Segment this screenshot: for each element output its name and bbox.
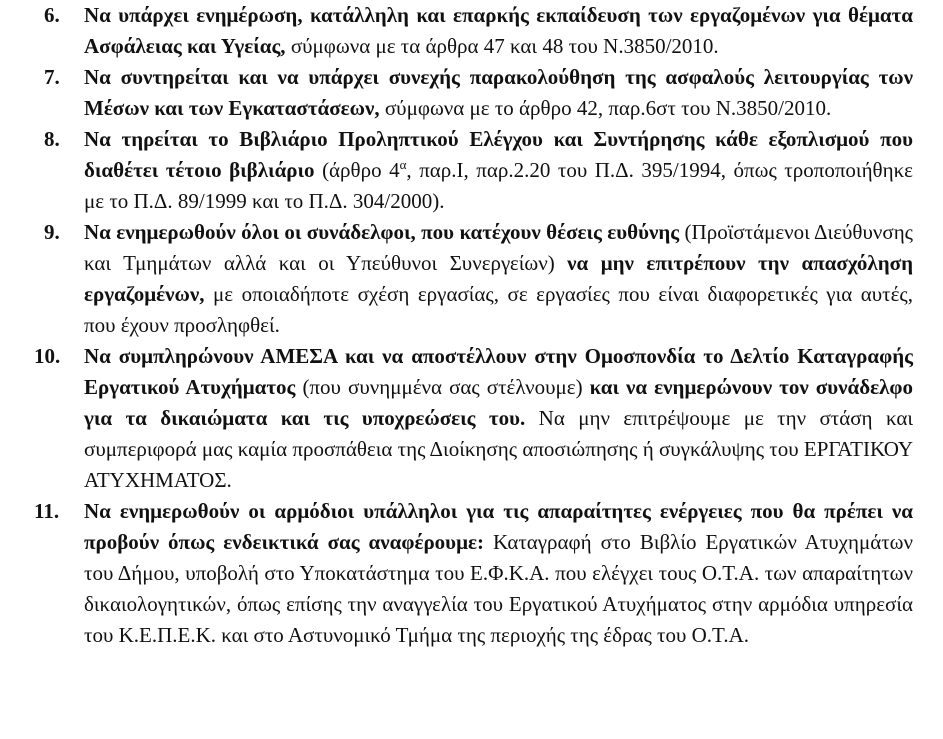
item-bold-text: να μην επιτρέπουν την απασχόληση εργαζομένων,	[84, 251, 913, 306]
list-item-11	[0, 496, 913, 651]
list-item-7	[0, 62, 913, 124]
item-text: Να μην επιτρέψουμε με την στάση και συμπεριφορά μας καμία προσπάθεια της Διοίκησης αποσιώπησης ή συγκάλυψης του ΕΡΓΑΤΙΚΟΥ ΑΤΥΧΗΜΑΤΟΣ.	[84, 406, 913, 492]
item-text: σύμφωνα με το άρθρο 42, παρ.6στ του Ν.3850/2010.	[379, 96, 832, 120]
item-number: 8.	[44, 127, 60, 151]
item-text: , παρ.Ι, παρ.2.20 του Π.Δ. 395/1994, όπως τροποποιήθηκε με το Π.Δ. 89/1999 και το Π.Δ. 304/2000).	[84, 158, 913, 213]
item-text: με οποιαδήποτε σχέση εργασίας, σε εργασίες που είναι διαφορετικές για αυτές, που έχουν προσληφθεί.	[84, 282, 913, 337]
item-bold-text: Να συντηρείται και να υπάρχει συνεχής παρακολούθηση της ασφαλούς λειτουργίας των Μέσων και των Εγκαταστάσεων,	[84, 65, 913, 120]
superscript-alpha: α	[399, 157, 407, 172]
item-bold-text: Να ενημερωθούν όλοι οι συνάδελφοι, που κατέχουν θέσεις ευθύνης	[84, 220, 680, 244]
item-text: (που συνημμένα σας στέλνουμε)	[295, 375, 590, 399]
item-bold-text: Να υπάρχει ενημέρωση, κατάλληλη και επαρκής εκπαίδευση των εργαζομένων για θέματα Ασφάλειας και Υγείας,	[84, 3, 913, 58]
item-text: σύμφωνα με τα άρθρα 47 και 48 του Ν.3850/2010.	[285, 34, 719, 58]
item-number: 7.	[44, 65, 60, 89]
item-bold-text: και να ενημερώνουν τον συνάδελφο για τα δικαιώματα και τις υποχρεώσεις του.	[84, 375, 913, 430]
item-text: (άρθρο 4	[314, 158, 400, 182]
list-item-9	[0, 217, 913, 341]
list-item-8	[0, 124, 913, 217]
item-number: 6.	[44, 3, 60, 27]
item-bold-text: Να ενημερωθούν οι αρμόδιοι υπάλληλοι για τις απαραίτητες ενέργειες που θα πρέπει να προβούν όπως ενδεικτικά σας αναφέρουμε:	[84, 499, 913, 554]
list-item-6	[0, 0, 913, 62]
item-bold-text: Να τηρείται το Βιβλιάριο Προληπτικού Ελέγχου και Συντήρησης κάθε εξοπλισμού που διαθέτει τέτοιο βιβλιάριο	[84, 127, 913, 182]
item-text: Καταγραφή στο Βιβλίο Εργατικών Ατυχημάτων του Δήμου, υποβολή στο Υποκατάστημα του Ε.Φ.Κ.Α. που ελέγχει τους Ο.Τ.Α. των απαραίτητων δικαιολογητικών, όπως επίσης την αναγγελία του Εργατικού Ατυχήματος στην αρμόδια υπηρεσία του Κ.Ε.Π.Ε.Κ. και στο Αστυνομικό Τμήμα της περιοχής της έδρας του Ο.Τ.Α.	[84, 530, 914, 647]
list-item-10	[0, 341, 913, 496]
item-number: 10.	[34, 344, 61, 368]
item-bold-text: Να συμπληρώνουν ΑΜΕΣΑ και να αποστέλλουν στην Ομοσπονδία το Δελτίο Καταγραφής Εργατικού Ατυχήματος	[84, 344, 913, 399]
item-text: (Προϊστάμενοι Διεύθυνσης και Τμημάτων αλλά και οι Υπεύθυνοι Συνεργείων)	[84, 220, 913, 275]
item-number: 9.	[44, 220, 60, 244]
item-number: 11.	[34, 499, 60, 523]
